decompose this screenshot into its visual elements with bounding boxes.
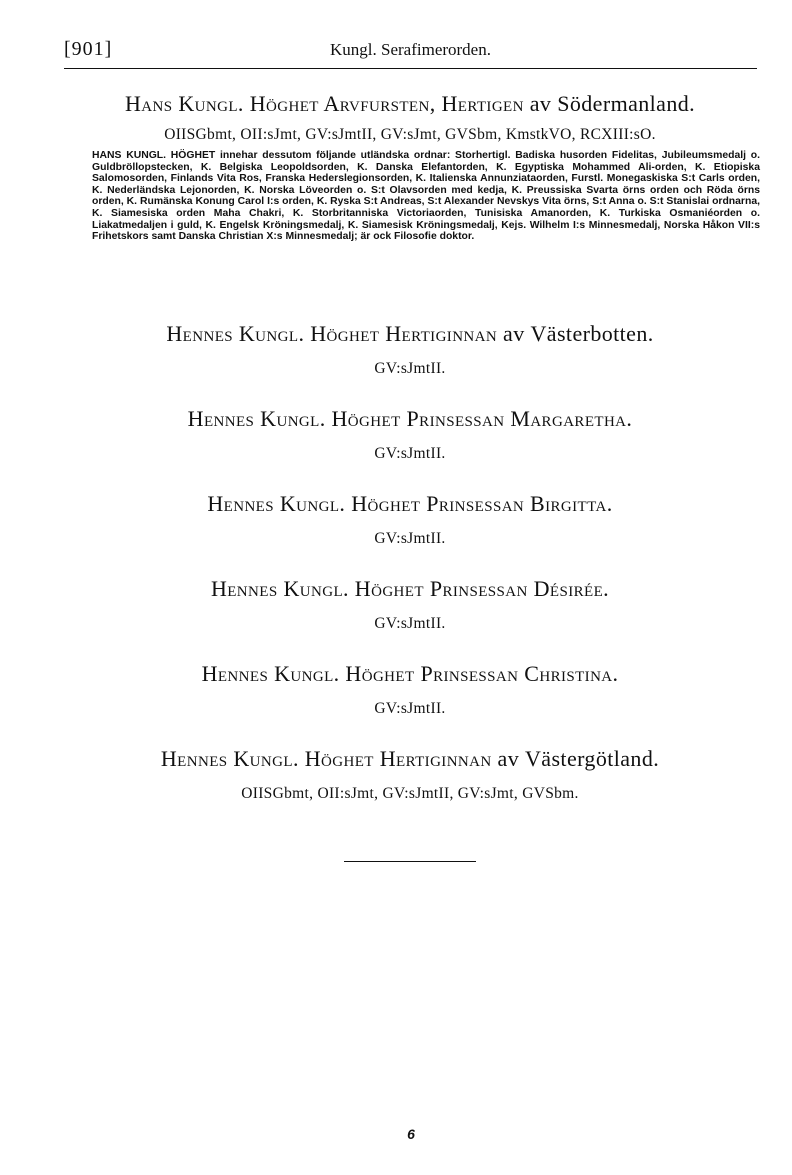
section-end-rule (344, 861, 476, 862)
entry-orders: GV:sJmtII. (374, 700, 446, 717)
page-number: [901] (64, 38, 113, 60)
entry-title-text: Hennes Kungl. Höghet Hertiginnan (166, 321, 498, 346)
entry-title-text: Hennes Kungl. Höghet Prinsessan Désirée. (210, 576, 610, 601)
entry-title-text: Hennes Kungl. Höghet Prinsessan Birgitta. (207, 491, 613, 516)
entry-title (40, 746, 780, 772)
entry-title (40, 491, 780, 517)
entry-title (40, 576, 780, 602)
entry-orders: GV:sJmtII. (374, 360, 446, 377)
entry-title (40, 406, 780, 432)
entry-title (40, 321, 780, 347)
entry-place: Västergötland. (525, 746, 660, 771)
entry-orders: OIISGbmt, OII:sJmt, GV:sJmtII, GV:sJmt, GVSbm, KmstkVO, RCXIII:sO. (164, 126, 656, 143)
entry-place: Västerbotten. (530, 321, 654, 346)
entry-title-text: Hans Kungl. Höghet Arvfursten, Hertigen (124, 91, 524, 116)
entry-title (40, 91, 780, 117)
entry-connector: av (529, 91, 552, 116)
entry-orders: GV:sJmtII. (374, 445, 446, 462)
entry-title-text: Hennes Kungl. Höghet Hertiginnan (160, 746, 492, 771)
entry-title-text: Hennes Kungl. Höghet Prinsessan Margaretha. (187, 406, 633, 431)
entry-orders: OIISGbmt, OII:sJmt, GV:sJmtII, GV:sJmt, GVSbm. (241, 785, 579, 802)
entry-orders: GV:sJmtII. (374, 615, 446, 632)
entry-title (40, 661, 780, 687)
entry-orders: GV:sJmtII. (374, 530, 446, 547)
header-rule (64, 68, 757, 69)
page-header (64, 38, 757, 64)
entry-title-text: Hennes Kungl. Höghet Prinsessan Christina. (201, 661, 619, 686)
folio-number: 6 (407, 1126, 415, 1142)
entry-connector: av (497, 746, 520, 771)
foreign-orders-paragraph: HANS KUNGL. HÖGHET innehar dessutom följande utländska ordnar: Storhertigl. Badiska husorden Fidelitas, Jubileumsmedalj o. Guldbröllopstecken, K. Belgiska Leopoldsorden, K. Danska Elefantorden, K. Egyptiska Mohammed Ali-orden, K. Etiopiska Salomosorden, Finlands Vita Ros, Franska Hederslegionsorden, K. Italienska Annunziataorden, Furstl. Monegaskiska S:t Carls orden, K. Nederländska Lejonorden, K. Norska Löveorden o. S:t Olavsorden med kedja, K. Preussiska Svarta örns orden och Röda örns orden, K. Rumänska Konung Carol I:s orden, K. Ryska S:t Andreas, S:t Alexander Nevskys Vita örns, S:t Anna o. S:t Stanislai ordnarna, K. Siamesiska orden Maha Chakri, K. Storbritanniska Victoriaorden, Tunisiska Amanorden, K. Turkiska Osmaniéorden o. Liakatmedaljen i guld, K. Engelsk Kröningsmedalj, K. Siamesisk Kröningsmedalj, Kejs. Wilhelm I:s Minnesmedalj, Norska Håkon VII:s Frihetskors samt Danska Christian X:s Minnesmedalj; är ock Filosofie doktor. (92, 150, 760, 243)
entry-connector: av (503, 321, 525, 346)
entry-place: Södermanland. (557, 91, 696, 116)
running-title: Kungl. Serafimerorden. (330, 40, 491, 59)
